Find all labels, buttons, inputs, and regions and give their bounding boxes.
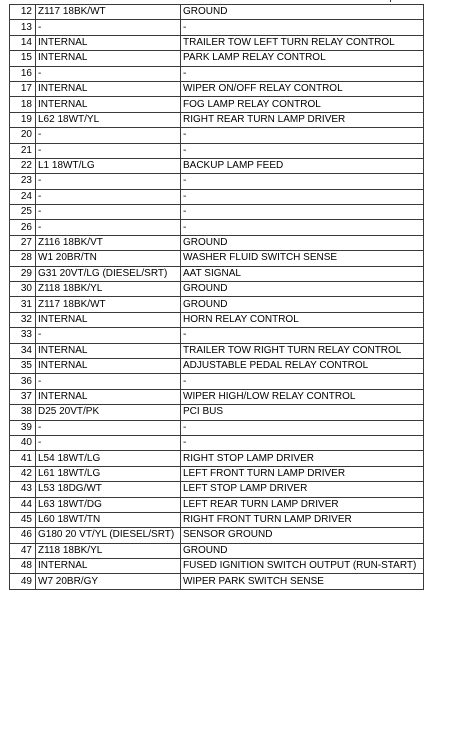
table-row: [10, 97, 424, 112]
cavity-number-cell: 23: [10, 174, 36, 189]
table-row: [10, 512, 424, 527]
wire-code-cell: L63 18WT/DG: [36, 497, 181, 512]
circuit-function-cell: RIGHT STOP LAMP DRIVER: [181, 451, 424, 466]
circuit-function-cell: TRAILER TOW LEFT TURN RELAY CONTROL: [181, 35, 424, 50]
table-row: [10, 297, 424, 312]
cavity-number-cell: 37: [10, 389, 36, 404]
table-row: [10, 282, 424, 297]
cavity-number-cell: 18: [10, 97, 36, 112]
pin-table-body: [10, 5, 424, 590]
wire-code-cell: L1 18WT/LG: [36, 158, 181, 173]
cavity-number-cell: 48: [10, 559, 36, 574]
wire-code-cell: G31 20VT/LG (DIESEL/SRT): [36, 266, 181, 281]
cavity-number-cell: 38: [10, 405, 36, 420]
circuit-function-cell: WIPER ON/OFF RELAY CONTROL: [181, 81, 424, 96]
table-row: [10, 528, 424, 543]
circuit-function-cell: WIPER HIGH/LOW RELAY CONTROL: [181, 389, 424, 404]
circuit-function-cell: GROUND: [181, 5, 424, 20]
table-row: [10, 328, 424, 343]
cavity-number-cell: 43: [10, 482, 36, 497]
cavity-number-cell: 21: [10, 143, 36, 158]
cavity-number-cell: 12: [10, 5, 36, 20]
wire-code-cell: -: [36, 66, 181, 81]
cavity-number-cell: 34: [10, 343, 36, 358]
table-row: [10, 574, 424, 589]
circuit-function-cell: PARK LAMP RELAY CONTROL: [181, 51, 424, 66]
wire-code-cell: -: [36, 435, 181, 450]
circuit-function-cell: -: [181, 20, 424, 35]
cavity-number-cell: 39: [10, 420, 36, 435]
wire-code-cell: -: [36, 420, 181, 435]
wire-code-cell: D25 20VT/PK: [36, 405, 181, 420]
circuit-function-cell: -: [181, 328, 424, 343]
circuit-function-cell: LEFT FRONT TURN LAMP DRIVER: [181, 466, 424, 481]
wire-code-cell: INTERNAL: [36, 51, 181, 66]
cavity-number-cell: 13: [10, 20, 36, 35]
wire-code-cell: L60 18WT/TN: [36, 512, 181, 527]
table-row: [10, 235, 424, 250]
circuit-function-cell: TRAILER TOW RIGHT TURN RELAY CONTROL: [181, 343, 424, 358]
circuit-function-cell: AAT SIGNAL: [181, 266, 424, 281]
cavity-number-cell: 16: [10, 66, 36, 81]
circuit-function-cell: -: [181, 66, 424, 81]
cavity-number-cell: 20: [10, 128, 36, 143]
circuit-function-cell: -: [181, 374, 424, 389]
wire-code-cell: Z116 18BK/VT: [36, 235, 181, 250]
table-row: [10, 389, 424, 404]
wire-code-cell: W1 20BR/TN: [36, 251, 181, 266]
wire-code-cell: -: [36, 128, 181, 143]
circuit-function-cell: -: [181, 143, 424, 158]
circuit-function-cell: GROUND: [181, 543, 424, 558]
circuit-function-cell: FUSED IGNITION SWITCH OUTPUT (RUN-START): [181, 559, 424, 574]
circuit-function-cell: WASHER FLUID SWITCH SENSE: [181, 251, 424, 266]
circuit-function-cell: FOG LAMP RELAY CONTROL: [181, 97, 424, 112]
circuit-function-cell: -: [181, 420, 424, 435]
table-row: [10, 466, 424, 481]
wire-code-cell: Z117 18BK/WT: [36, 297, 181, 312]
connector-pin-table: [9, 4, 424, 590]
table-row: [10, 66, 424, 81]
wire-code-cell: -: [36, 205, 181, 220]
table-row: [10, 374, 424, 389]
wire-code-cell: -: [36, 20, 181, 35]
circuit-function-cell: GROUND: [181, 282, 424, 297]
circuit-function-cell: BACKUP LAMP FEED: [181, 158, 424, 173]
table-row: [10, 35, 424, 50]
circuit-function-cell: SENSOR GROUND: [181, 528, 424, 543]
wire-code-cell: Z117 18BK/WT: [36, 5, 181, 20]
cavity-number-cell: 44: [10, 497, 36, 512]
table-row: [10, 251, 424, 266]
table-row: [10, 205, 424, 220]
circuit-function-cell: -: [181, 435, 424, 450]
wire-code-cell: INTERNAL: [36, 389, 181, 404]
circuit-function-cell: -: [181, 205, 424, 220]
circuit-function-cell: RIGHT REAR TURN LAMP DRIVER: [181, 112, 424, 127]
table-row: [10, 405, 424, 420]
circuit-function-cell: LEFT STOP LAMP DRIVER: [181, 482, 424, 497]
circuit-function-cell: PCI BUS: [181, 405, 424, 420]
table-row: [10, 189, 424, 204]
wire-code-cell: L61 18WT/LG: [36, 466, 181, 481]
cavity-number-cell: 36: [10, 374, 36, 389]
table-row: [10, 5, 424, 20]
cavity-number-cell: 19: [10, 112, 36, 127]
wire-code-cell: INTERNAL: [36, 343, 181, 358]
cavity-number-cell: 22: [10, 158, 36, 173]
cavity-number-cell: 28: [10, 251, 36, 266]
circuit-function-cell: RIGHT FRONT TURN LAMP DRIVER: [181, 512, 424, 527]
wire-code-cell: -: [36, 374, 181, 389]
table-row: [10, 20, 424, 35]
cavity-number-cell: 24: [10, 189, 36, 204]
table-row: [10, 482, 424, 497]
cavity-number-cell: 32: [10, 312, 36, 327]
circuit-function-cell: HORN RELAY CONTROL: [181, 312, 424, 327]
circuit-function-cell: -: [181, 128, 424, 143]
table-row: [10, 143, 424, 158]
table-row: [10, 343, 424, 358]
table-row: [10, 497, 424, 512]
cavity-number-cell: 25: [10, 205, 36, 220]
circuit-function-cell: GROUND: [181, 297, 424, 312]
wire-code-cell: INTERNAL: [36, 35, 181, 50]
table-row: [10, 451, 424, 466]
table-row: [10, 51, 424, 66]
circuit-function-cell: LEFT REAR TURN LAMP DRIVER: [181, 497, 424, 512]
wire-code-cell: INTERNAL: [36, 312, 181, 327]
table-row: [10, 128, 424, 143]
table-row: [10, 543, 424, 558]
table-row: [10, 174, 424, 189]
wire-code-cell: -: [36, 189, 181, 204]
cavity-number-cell: 46: [10, 528, 36, 543]
cavity-number-cell: 49: [10, 574, 36, 589]
circuit-function-cell: -: [181, 189, 424, 204]
wire-code-cell: -: [36, 328, 181, 343]
table-row: [10, 220, 424, 235]
circuit-function-cell: GROUND: [181, 235, 424, 250]
wire-code-cell: -: [36, 220, 181, 235]
table-row: [10, 312, 424, 327]
wire-code-cell: L54 18WT/LG: [36, 451, 181, 466]
cavity-number-cell: 47: [10, 543, 36, 558]
table-row: [10, 420, 424, 435]
table-row: [10, 81, 424, 96]
wire-code-cell: -: [36, 143, 181, 158]
cavity-number-cell: 17: [10, 81, 36, 96]
wire-code-cell: W7 20BR/GY: [36, 574, 181, 589]
wire-code-cell: INTERNAL: [36, 559, 181, 574]
cavity-number-cell: 35: [10, 358, 36, 373]
cavity-number-cell: 41: [10, 451, 36, 466]
table-row: [10, 158, 424, 173]
circuit-function-cell: ADJUSTABLE PEDAL RELAY CONTROL: [181, 358, 424, 373]
cavity-number-cell: 40: [10, 435, 36, 450]
wire-code-cell: L53 18DG/WT: [36, 482, 181, 497]
cavity-number-cell: 14: [10, 35, 36, 50]
cavity-number-cell: 15: [10, 51, 36, 66]
cavity-number-cell: 26: [10, 220, 36, 235]
table-row: [10, 435, 424, 450]
cavity-number-cell: 29: [10, 266, 36, 281]
circuit-function-cell: WIPER PARK SWITCH SENSE: [181, 574, 424, 589]
wire-code-cell: L62 18WT/YL: [36, 112, 181, 127]
table-row: [10, 112, 424, 127]
cavity-number-cell: 33: [10, 328, 36, 343]
table-row: [10, 559, 424, 574]
wire-code-cell: INTERNAL: [36, 81, 181, 96]
cavity-number-cell: 30: [10, 282, 36, 297]
wire-code-cell: INTERNAL: [36, 97, 181, 112]
cavity-number-cell: 27: [10, 235, 36, 250]
cavity-number-cell: 45: [10, 512, 36, 527]
wire-code-cell: -: [36, 174, 181, 189]
table-top-edge: [390, 0, 394, 2]
wire-code-cell: G180 20 VT/YL (DIESEL/SRT): [36, 528, 181, 543]
wire-code-cell: Z118 18BK/YL: [36, 543, 181, 558]
wire-code-cell: Z118 18BK/YL: [36, 282, 181, 297]
cavity-number-cell: 42: [10, 466, 36, 481]
wire-code-cell: INTERNAL: [36, 358, 181, 373]
table-row: [10, 266, 424, 281]
table-row: [10, 358, 424, 373]
cavity-number-cell: 31: [10, 297, 36, 312]
circuit-function-cell: -: [181, 220, 424, 235]
circuit-function-cell: -: [181, 174, 424, 189]
